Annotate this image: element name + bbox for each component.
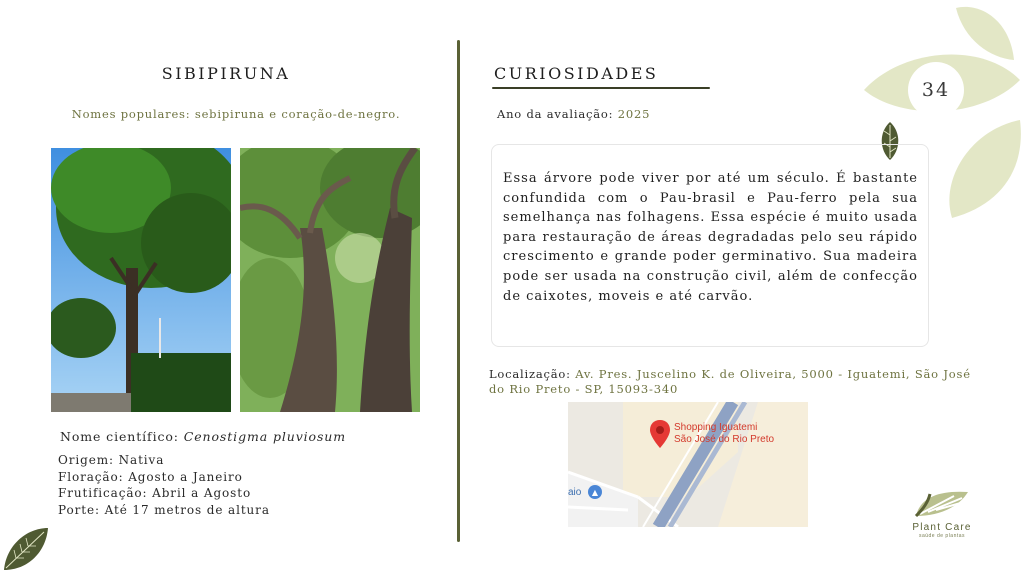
bottom-leaf-icon bbox=[0, 524, 52, 576]
page-number: 34 bbox=[921, 79, 951, 101]
brand-leaf-icon bbox=[914, 488, 970, 518]
species-facts bbox=[58, 452, 270, 518]
tree-photo-1 bbox=[51, 148, 231, 412]
year-value: 2025 bbox=[617, 107, 651, 121]
evaluation-year bbox=[497, 107, 650, 121]
scientific-name-line bbox=[60, 429, 346, 446]
map-pin-icon bbox=[649, 419, 671, 449]
map-place-line-1: Shopping Iguatemi bbox=[674, 422, 758, 433]
curiosities-title: CURIOSIDADES bbox=[494, 64, 659, 83]
curiosities-box bbox=[491, 144, 929, 347]
year-label: Ano da avaliação: bbox=[497, 107, 614, 121]
brand-logo bbox=[900, 488, 984, 539]
location-value: Av. Pres. Juscelino K. de Oliveira, 5000 - Iguatemi, São José do Rio Preto - SP, 15093-340 bbox=[489, 367, 971, 396]
scientific-name: Cenostigma pluviosum bbox=[183, 429, 347, 444]
height: Porte: Até 17 metros de altura bbox=[58, 502, 270, 517]
popular-names: Nomes populares: sebipiruna e coração-de-negro. bbox=[71, 107, 401, 121]
location bbox=[489, 367, 979, 397]
tree-photo-2 bbox=[240, 148, 420, 412]
location-label: Localização: bbox=[489, 367, 571, 381]
scientific-label: Nome científico: bbox=[60, 429, 179, 444]
map-edge-label: aio bbox=[568, 487, 582, 498]
origin: Origem: Nativa bbox=[58, 453, 165, 467]
map-shop-icon: ▲ bbox=[588, 485, 602, 499]
flowering: Floração: Agosto a Janeiro bbox=[58, 469, 243, 484]
curiosities-text: Essa árvore pode viver por até um século. É bastante confundida com o Pau-brasil e Pau-ferro pela sua semelhança nas folhagens. Essa espécie é muito usada para restauração de áreas degradadas pelo seu rápido crescimento e grande poder germinativo. Sua madeira pode ser usada na construção civil, além de confecção de caixotes, moveis e até carvão. bbox=[503, 171, 918, 304]
map-place-line-2: São José do Rio Preto bbox=[674, 434, 775, 445]
brand-name: Plant Care bbox=[912, 522, 972, 533]
location-map[interactable] bbox=[568, 402, 808, 527]
species-title: SIBIPIRUNA bbox=[161, 64, 291, 83]
map-place-label bbox=[674, 422, 774, 446]
page-number-badge bbox=[908, 62, 964, 118]
title-underline bbox=[492, 87, 710, 89]
fruiting: Frutificação: Abril a Agosto bbox=[58, 486, 252, 500]
brand-tagline: saúde de plantas bbox=[918, 533, 966, 539]
